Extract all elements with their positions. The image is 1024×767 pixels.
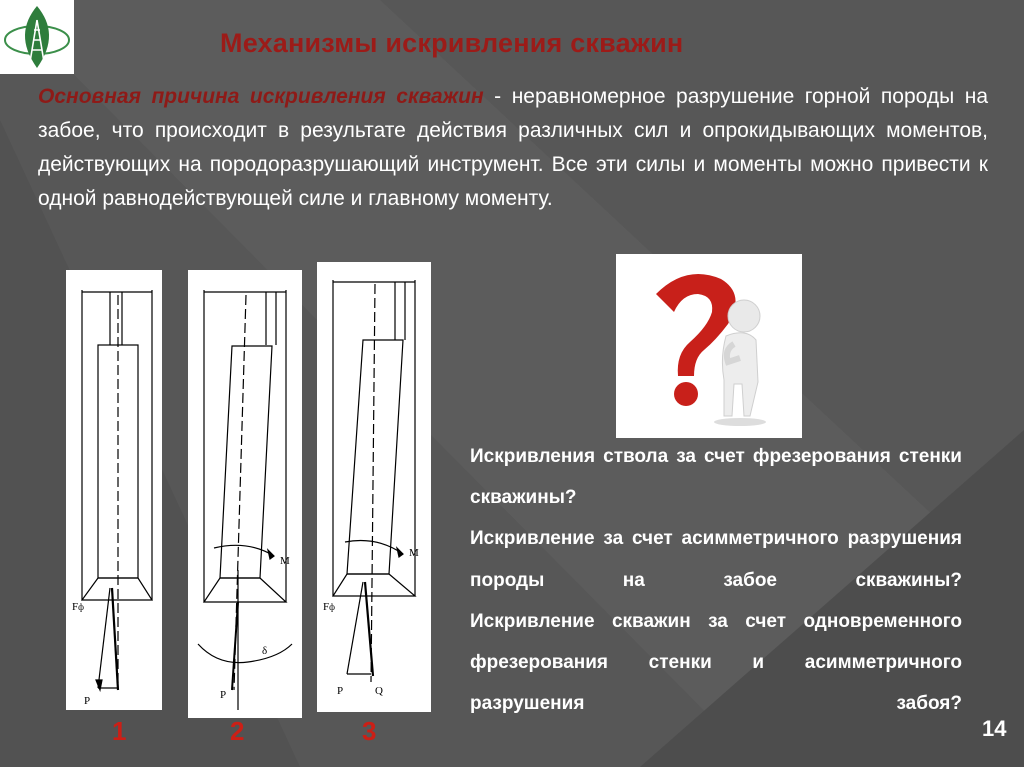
diagram-1-force-f: Fф [72,601,84,613]
derrick-logo-icon [0,0,74,74]
diagram-2-number: 2 [230,716,245,746]
question-1: Искривления ствола за счет фрезерования стенки скважины? [470,446,962,509]
diagram-2 [188,270,302,718]
diagram-3-force-f: Fф [323,601,335,613]
question-mark-figure-image [616,254,802,438]
question-3: Искривление скважин за счет одновременного фрезерования стенки и асимметричного разрушения забоя? [470,610,962,715]
company-logo [0,0,74,74]
diagram-1 [66,270,162,710]
intro-text: - неравномерное разрушение горной породы на забое, что происходит в результате действия различных сил и опрокидывающих моментов, действующих на породоразрушающий инструмент. Все эти силы и моменты можно привести к одной равнодействующей силе и главному моменту. [38,85,988,210]
diagram-1-number: 1 [112,716,127,746]
diagram-2-delta: δ [262,645,268,657]
question-2: Искривление за счет асимметричного разрушения породы на забое скважины? [470,528,962,591]
diagram-3-moment: M [409,547,419,559]
diagram-3-number: 3 [362,716,377,746]
diagram-3-force-q: Q [375,685,383,697]
diagram-3-force-p: P [337,685,344,697]
diagram-3 [317,262,431,712]
intro-emphasis: Основная причина искривления скважин [38,85,484,108]
questions-list [470,436,962,724]
diagram-2-force-p: P [220,689,227,701]
intro-paragraph [38,80,988,216]
page-number: 14 [982,716,1007,741]
diagram-1-force-p: P [84,695,91,707]
slide-title: Механизмы искривления скважин [220,28,684,58]
diagram-2-moment: M [280,555,290,567]
